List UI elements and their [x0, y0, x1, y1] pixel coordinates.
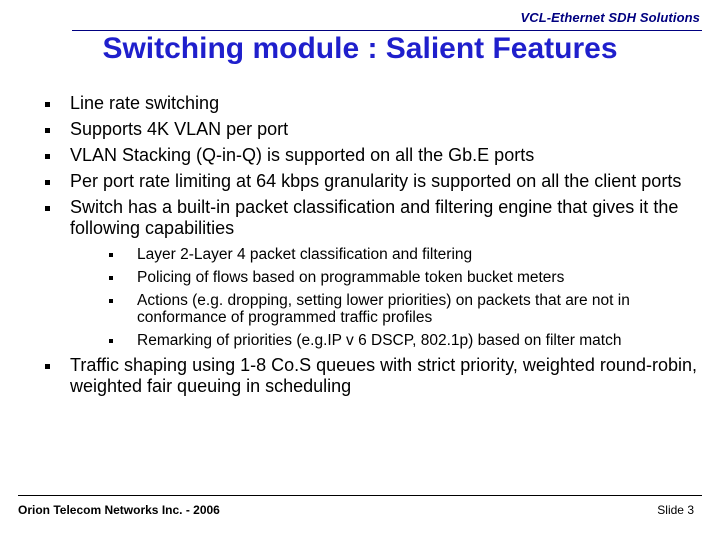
sub-bullet-text: Actions (e.g. dropping, setting lower priorities) on packets that are not in conformance of programmed traffic profiles [137, 292, 630, 326]
slide-title: Switching module : Salient Features [102, 32, 618, 65]
footer-company: Orion Telecom Networks Inc. - 2006 [18, 503, 220, 517]
bullet-text: Supports 4K VLAN per port [70, 119, 289, 139]
bullet-text: Per port rate limiting at 64 kbps granularity is supported on all the client ports [70, 171, 682, 191]
sub-bullet-text: Policing of flows based on programmable token bucket meters [137, 269, 565, 286]
small-square-bullet-icon [109, 253, 113, 257]
header-text: VCL-Ethernet SDH Solutions [520, 10, 700, 25]
bullet-list [40, 93, 700, 397]
square-bullet-icon [45, 128, 50, 133]
small-square-bullet-icon [109, 299, 113, 303]
square-bullet-icon [45, 180, 50, 185]
header-divider [72, 30, 702, 31]
sub-bullet-text: Remarking of priorities (e.g.IP v 6 DSCP, 802.1p) based on filter match [137, 332, 622, 349]
footer-slide-number: Slide 3 [657, 503, 694, 517]
bullet-item [40, 119, 700, 140]
small-square-bullet-icon [109, 339, 113, 343]
sub-bullet-text: Layer 2-Layer 4 packet classification and filtering [137, 246, 473, 263]
bullet-item [40, 93, 700, 114]
square-bullet-icon [45, 154, 50, 159]
bullet-text: Switch has a built-in packet classification and filtering engine that gives it the following capabilities [70, 197, 679, 238]
bullet-text: Line rate switching [70, 93, 220, 113]
sub-bullet-item [105, 269, 700, 286]
square-bullet-icon [45, 102, 50, 107]
bullet-item [40, 355, 700, 397]
bullet-item [40, 171, 700, 192]
square-bullet-icon [45, 206, 50, 211]
sub-bullet-item [105, 332, 700, 349]
bullet-item [40, 145, 700, 166]
slide-content [40, 93, 700, 402]
footer-divider [18, 495, 702, 496]
bullet-text: Traffic shaping using 1-8 Co.S queues with strict priority, weighted round-robin, weighted fair queuing in scheduling [70, 355, 697, 396]
square-bullet-icon [45, 364, 50, 369]
bullet-text: VLAN Stacking (Q-in-Q) is supported on all the Gb.E ports [70, 145, 535, 165]
sub-bullet-item [105, 292, 700, 326]
sub-bullet-list [105, 246, 700, 349]
small-square-bullet-icon [109, 276, 113, 280]
sub-bullet-item [105, 246, 700, 263]
bullet-item [40, 197, 700, 349]
